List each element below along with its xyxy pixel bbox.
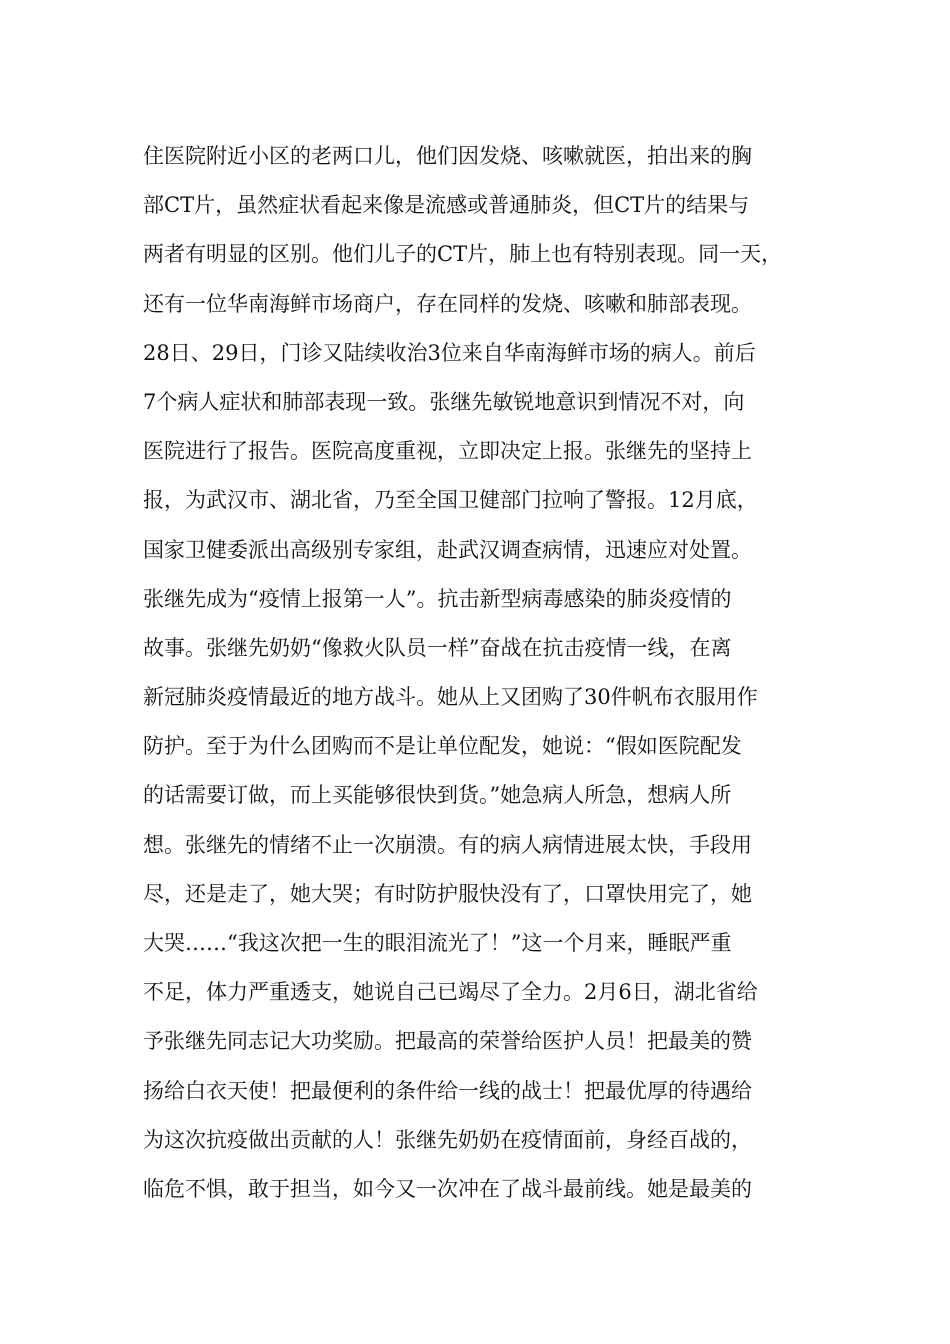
text-line: 尽，还是走了，她大哭；有时防护服快没有了，口罩快用完了，她 [143, 881, 752, 906]
text-line: 为这次抗疫做出贡献的人！张继先奶奶在疫情面前，身经百战的， [143, 1127, 752, 1152]
text-line: 新冠肺炎疫情最近的地方战斗。她从上又团购了30件帆布衣服用作 [143, 685, 758, 710]
text-line: 张继先成为“疫情上报第一人”。抗击新型病毒感染的肺炎疫情的 [143, 586, 732, 611]
text-line: 予张继先同志记大功奖励。把最高的荣誉给医护人员！把最美的赞 [143, 1029, 752, 1054]
text-line: 部CT片，虽然症状看起来像是流感或普通肺炎，但CT片的结果与 [143, 193, 750, 218]
body-text [143, 132, 833, 1214]
text-line: 还有一位华南海鲜市场商户，存在同样的发烧、咳嗽和肺部表现。 [143, 291, 752, 316]
text-line: 扬给白衣天使！把最便利的条件给一线的战士！把最优厚的待遇给 [143, 1078, 752, 1103]
text-line: 7个病人症状和肺部表现一致。张继先敏锐地意识到情况不对，向 [143, 389, 745, 414]
text-line: 28日、29日，门诊又陆续收治3位来自华南海鲜市场的病人。前后 [143, 340, 756, 365]
text-line: 防护。至于为什么团购而不是让单位配发，她说：“假如医院配发 [143, 734, 742, 759]
text-line: 的话需要订做，而上买能够很快到货。”她急病人所急，想病人所 [143, 783, 732, 808]
text-line: 医院进行了报告。医院高度重视，立即决定上报。张继先的坚持上 [143, 439, 752, 464]
text-line: 故事。张继先奶奶“像救火队员一样”奋战在抗击疫情一线，在离 [143, 635, 732, 660]
text-line: 临危不惧，敢于担当，如今又一次冲在了战斗最前线。她是最美的 [143, 1176, 752, 1201]
text-line: 国家卫健委派出高级别专家组，赴武汉调查病情，迅速应对处置。 [143, 537, 752, 562]
text-line: 报，为武汉市、湖北省，乃至全国卫健部门拉响了警报。12月底， [143, 488, 758, 513]
text-line: 住医院附近小区的老两口儿，他们因发烧、咳嗽就医，拍出来的胸 [143, 144, 752, 168]
text-line: 不足，体力严重透支，她说自己已竭尽了全力。2月6日，湖北省给 [143, 980, 758, 1005]
text-line: 想。张继先的情绪不止一次崩溃。有的病人病情进展太快，手段用 [143, 832, 752, 857]
text-line: 两者有明显的区别。他们儿子的CT片，肺上也有特别表现。同一天， [143, 242, 783, 267]
text-line: 大哭……“我这次把一生的眼泪流光了！”这一个月来，睡眠严重 [143, 931, 732, 955]
